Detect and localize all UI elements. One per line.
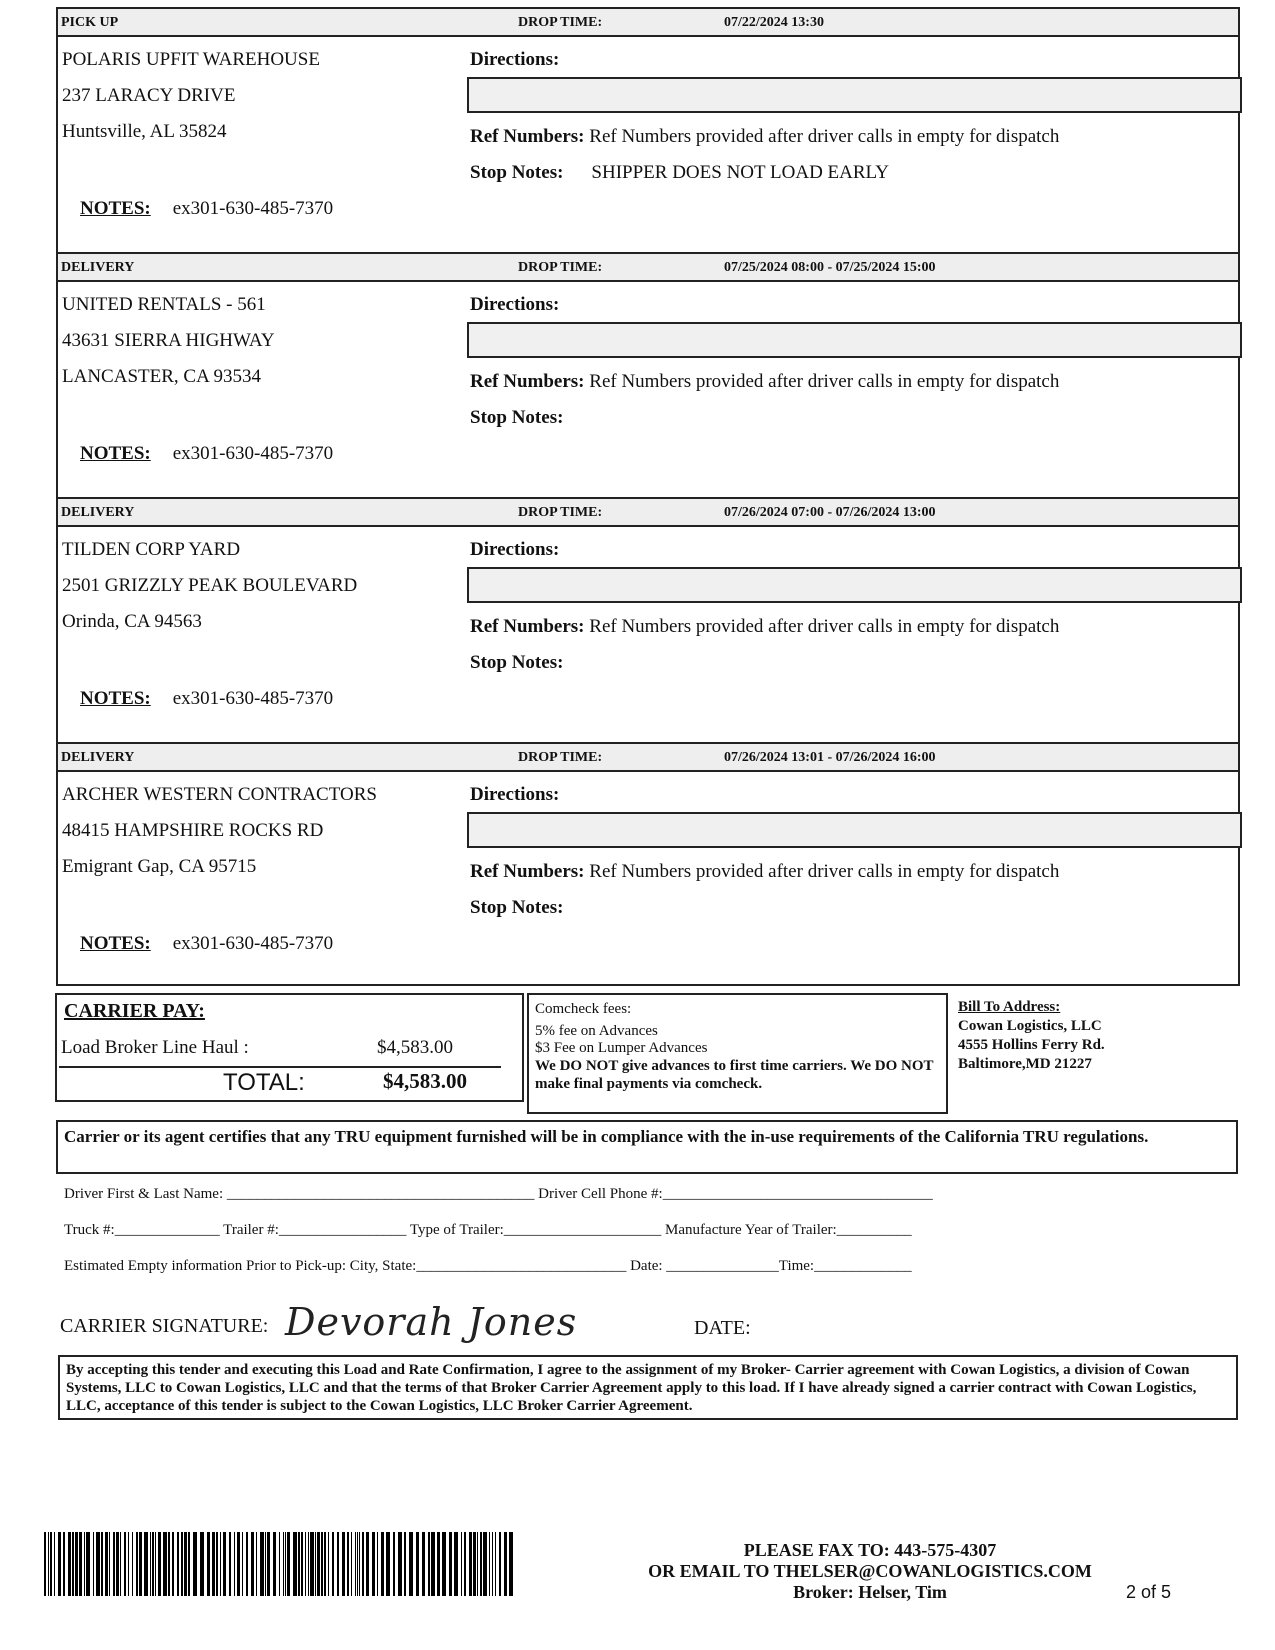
ref-label: Ref Numbers: [470, 371, 585, 392]
drop-time-value: 07/26/2024 07:00 - 07/26/2024 13:00 [724, 505, 936, 520]
ref-numbers [470, 861, 1059, 883]
directions-box [467, 77, 1242, 113]
stop-section [58, 744, 1238, 984]
line-haul-value: $4,583.00 [377, 1037, 453, 1058]
total-label: TOTAL: [223, 1069, 305, 1096]
drop-time-value: 07/26/2024 13:01 - 07/26/2024 16:00 [724, 750, 936, 765]
stop-notes-value: SHIPPER DOES NOT LOAD EARLY [591, 162, 889, 183]
ref-value: Ref Numbers provided after driver calls in empty for dispatch [589, 371, 1060, 392]
stop-notes [470, 897, 591, 919]
ref-numbers [470, 126, 1059, 148]
fax-line: PLEASE FAX TO: 443-575-4307 [743, 1540, 997, 1560]
directions-label: Directions: [470, 784, 560, 805]
bill-to-city: Baltimore,MD 21227 [958, 1056, 1092, 1072]
stop-notes [470, 407, 591, 429]
directions-box [467, 567, 1242, 603]
bill-to [958, 998, 1105, 1074]
empty-info-fields[interactable]: Estimated Empty information Prior to Pick-up: City, State:____________________________ Date: _______________Time:_____________ [64, 1258, 912, 1274]
tru-notice: Carrier or its agent certifies that any TRU equipment furnished will be in compliance with the in-use requirements of the California TRU regulations. [56, 1120, 1238, 1174]
drop-time-value: 07/22/2024 13:30 [724, 15, 824, 30]
barcode-image [44, 1532, 516, 1596]
drop-time-label: DROP TIME: [518, 15, 603, 30]
notes [80, 198, 333, 220]
stop-city: Orinda, CA 94563 [62, 611, 202, 632]
stop-notes-label: Stop Notes: [470, 162, 564, 183]
stop-type: DELIVERY [61, 505, 135, 520]
notes-value: ex301-630-485-7370 [172, 198, 334, 219]
agreement-text: By accepting this tender and executing this Load and Rate Confirmation, I agree to the assignment of my Broker- Carrier agreement with Cowan Logistics, a division of Cowan Systems, LLC to Cowan Logistics, LLC and that the terms of that Broker Carrier Agreement apply to this load. If I have already signed a carrier contract with Cowan Logistics, LLC, acceptance of this tender is subject to the Cowan Logistics, LLC Broker Carrier Agreement. [58, 1355, 1238, 1420]
stop-type: DELIVERY [61, 750, 135, 765]
stop-city: Emigrant Gap, CA 95715 [62, 856, 257, 877]
stop-notes-label: Stop Notes: [470, 652, 564, 673]
bill-to-street: 4555 Hollins Ferry Rd. [958, 1037, 1105, 1053]
date-label: DATE: [694, 1317, 751, 1339]
drop-time-label: DROP TIME: [518, 260, 603, 275]
ref-numbers [470, 371, 1059, 393]
broker-line: Broker: Helser, Tim [793, 1582, 947, 1602]
line-haul-label: Load Broker Line Haul : [61, 1037, 249, 1058]
carrier-pay-box [55, 993, 524, 1102]
stop-type: DELIVERY [61, 260, 135, 275]
total-divider [59, 1066, 501, 1068]
footer-contact [600, 1540, 1140, 1603]
truck-fields[interactable]: Truck #:______________ Trailer #:_________________ Type of Trailer:_____________________ Manufacture Year of Trailer:__________ [64, 1222, 912, 1238]
comcheck-warning: We DO NOT give advances to first time carriers. We DO NOT make final payments via comcheck. [535, 1058, 934, 1092]
directions-box [467, 322, 1242, 358]
notes [80, 688, 333, 710]
stop-name: POLARIS UPFIT WAREHOUSE [62, 49, 320, 70]
signature-image: Devorah Jones [285, 1300, 578, 1344]
stop-name: TILDEN CORP YARD [62, 539, 241, 560]
directions-box [467, 812, 1242, 848]
bill-to-name: Cowan Logistics, LLC [958, 1018, 1102, 1034]
notes-value: ex301-630-485-7370 [172, 688, 334, 709]
signature-label: CARRIER SIGNATURE: [60, 1315, 269, 1337]
stop-street: 2501 GRIZZLY PEAK BOULEVARD [62, 575, 358, 596]
stop-section [58, 9, 1238, 254]
directions-label: Directions: [470, 294, 560, 315]
ref-numbers [470, 616, 1059, 638]
stop-header [58, 744, 1238, 772]
notes [80, 933, 333, 955]
comcheck-line1: 5% fee on Advances [535, 1023, 658, 1039]
stop-name: UNITED RENTALS - 561 [62, 294, 266, 315]
driver-fields[interactable]: Driver First & Last Name: _________________________________________ Driver Cell Phone #:____________________________________ [64, 1186, 933, 1202]
stop-header [58, 499, 1238, 527]
drop-time-value: 07/25/2024 08:00 - 07/25/2024 15:00 [724, 260, 936, 275]
notes [80, 443, 333, 465]
stop-section [58, 499, 1238, 744]
ref-value: Ref Numbers provided after driver calls in empty for dispatch [589, 616, 1060, 637]
notes-value: ex301-630-485-7370 [172, 443, 334, 464]
email-line: OR EMAIL TO THELSER@COWANLOGISTICS.COM [648, 1561, 1092, 1581]
notes-label: NOTES: [80, 198, 151, 219]
comcheck-line2: $3 Fee on Lumper Advances [535, 1040, 708, 1056]
directions-label: Directions: [470, 539, 560, 560]
stop-notes-label: Stop Notes: [470, 897, 564, 918]
stop-name: ARCHER WESTERN CONTRACTORS [62, 784, 377, 805]
notes-label: NOTES: [80, 688, 151, 709]
directions-label: Directions: [470, 49, 560, 70]
stop-section [58, 254, 1238, 499]
stop-city: Huntsville, AL 35824 [62, 121, 227, 142]
ref-label: Ref Numbers: [470, 126, 585, 147]
stop-header [58, 254, 1238, 282]
stop-type: PICK UP [61, 15, 119, 30]
stops-table [56, 7, 1240, 986]
page-number: 2 of 5 [1126, 1582, 1172, 1602]
bill-to-title: Bill To Address: [958, 999, 1061, 1015]
carrier-pay-title: CARRIER PAY: [64, 1000, 205, 1022]
stop-header [58, 9, 1238, 37]
stop-notes [470, 162, 889, 184]
notes-value: ex301-630-485-7370 [172, 933, 334, 954]
stop-street: 43631 SIERRA HIGHWAY [62, 330, 275, 351]
stop-city: LANCASTER, CA 93534 [62, 366, 261, 387]
notes-label: NOTES: [80, 933, 151, 954]
stop-notes-label: Stop Notes: [470, 407, 564, 428]
ref-value: Ref Numbers provided after driver calls in empty for dispatch [589, 126, 1060, 147]
stop-street: 48415 HAMPSHIRE ROCKS RD [62, 820, 324, 841]
drop-time-label: DROP TIME: [518, 505, 603, 520]
comcheck-box [527, 993, 948, 1114]
drop-time-label: DROP TIME: [518, 750, 603, 765]
ref-label: Ref Numbers: [470, 616, 585, 637]
ref-label: Ref Numbers: [470, 861, 585, 882]
comcheck-title: Comcheck fees: [535, 1001, 632, 1017]
stop-street: 237 LARACY DRIVE [62, 85, 236, 106]
ref-value: Ref Numbers provided after driver calls in empty for dispatch [589, 861, 1060, 882]
stop-notes [470, 652, 591, 674]
total-value: $4,583.00 [383, 1069, 467, 1093]
notes-label: NOTES: [80, 443, 151, 464]
